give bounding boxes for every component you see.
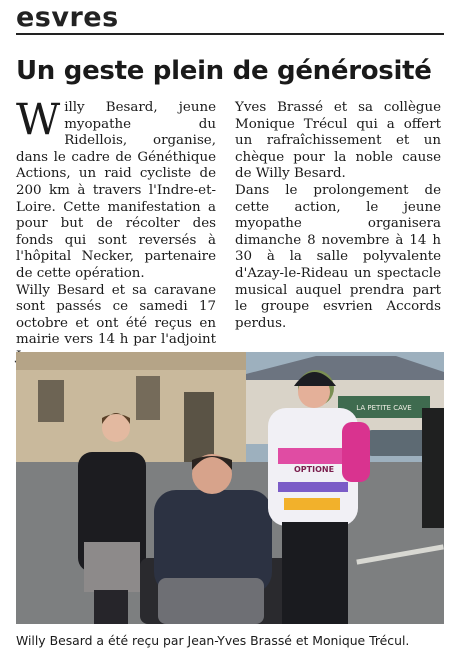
window [136, 376, 160, 420]
page-title: Un geste plein de générosité [16, 56, 432, 86]
building-shadow [16, 352, 246, 370]
man-trousers [158, 578, 264, 624]
cyclist-shorts [282, 522, 348, 624]
window [38, 380, 64, 422]
woman-skirt [84, 542, 140, 592]
woman-legs [94, 590, 128, 624]
section-label: esvres [16, 2, 119, 33]
article-column-left [16, 95, 216, 366]
section-rule [16, 33, 444, 35]
jersey-sleeve [342, 422, 370, 482]
drop-cap: W [16, 95, 61, 145]
article-photo [16, 352, 444, 624]
doorway [184, 392, 214, 462]
jersey-band [284, 498, 340, 510]
article-paragraph [16, 95, 216, 283]
photo-caption: Willy Besard a été reçu par Jean-Yves Brassé et Monique Trécul. [16, 633, 410, 648]
article-paragraph: Yves Brassé et sa collègue Monique Trécul qui a offert un rafraîchissement et un chèque pour la noble cause de Willy Besard. [235, 100, 441, 182]
article-paragraph: Willy Besard et sa caravane sont passés ce samedi 17 octobre et ont été reçus en mairie vers 14 h par l'adjoint [16, 282, 216, 348]
article-column-right [235, 100, 441, 332]
jersey-band [278, 482, 348, 492]
jersey-band [278, 448, 348, 464]
article-paragraph: Dans le prolongement de cette action, le jeune myopathe organisera dimanche 8 novembre à 14 h 30 à la salle polyvalente d'Azay-le-Rideau un spectacle musical auquel prendra part le groupe esvrien Accords perdus. [235, 182, 441, 331]
photo-illustration [16, 352, 444, 624]
shop-sign: LA PETITE CAVE [356, 404, 412, 412]
jersey-text: OPTIONE [293, 465, 335, 474]
bystander [422, 408, 444, 528]
paragraph-text: illy Besard, jeune myopathe du Ridellois, organise, dans le cadre de Généthique Actions, un raid cycliste de 200 km à travers l'Indre-et-Loire. Cette manifestation a pour but de récolter des fonds qui sont reversés à l'hôpital Necker, partenaire de cette opération. [16, 100, 216, 281]
